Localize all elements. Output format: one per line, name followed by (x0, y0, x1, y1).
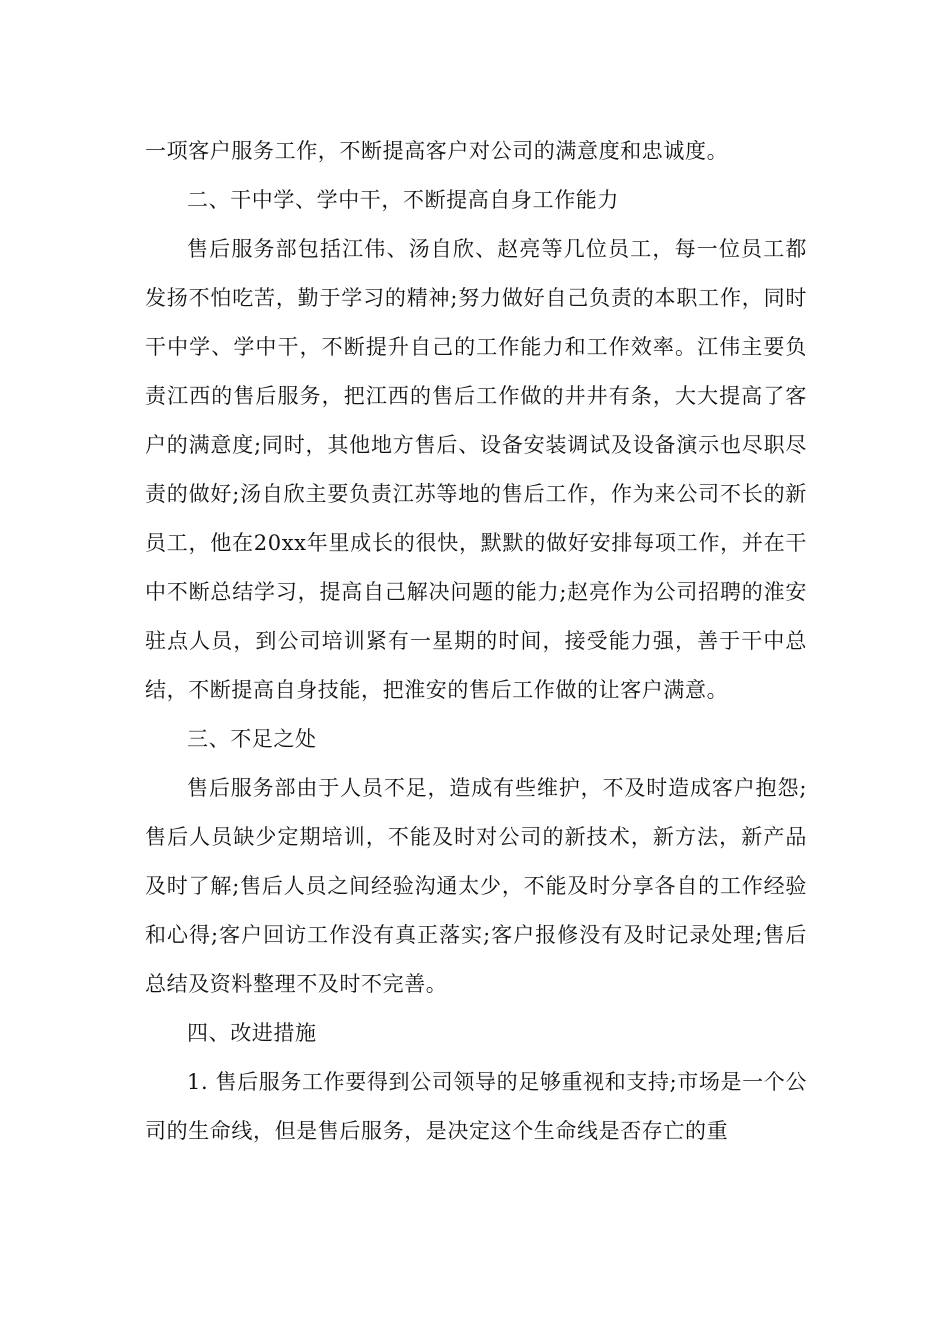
section-heading-3: 三、不足之处 (187, 727, 317, 751)
section-heading-4: 四、改进措施 (187, 1021, 317, 1045)
paragraph-staff-growth: 售后服务部包括江伟、汤自欣、赵亮等几位员工，每一位员工都发扬不怕吃苦，勤于学习的精神;努力做好自己负责的本职工作，同时干中学、学中干，不断提升自己的工作能力和工作效率。江伟主要负责江西的售后服务，把江西的售后工作做的井井有条，大大提高了客户的满意度;同时，其他地方售后、设备安装调试及设备演示也尽职尽责的做好;汤自欣主要负责江苏等地的售后工作，作为来公司不长的新员工，他在20xx年里成长的很快，默默的做好安排每项工作，并在干中不断总结学习，提高自己解决问题的能力;赵亮作为公司招聘的淮安驻点人员，到公司培训紧有一星期的时间，接受能力强，善于干中总结，不断提高自身技能，把淮安的售后工作做的让客户满意。 (145, 237, 807, 702)
paragraph-shortcomings: 售后服务部由于人员不足，造成有些维护，不及时造成客户抱怨;售后人员缺少定期培训，不能及时对公司的新技术，新方法，新产品及时了解;售后人员之间经验沟通太少，不能及时分享各自的工作经验和心得;客户回访工作没有真正落实;客户报修没有及时记录处理;售后总结及资料整理不及时不完善。 (145, 776, 807, 996)
paragraph-improvement-1: 1. 售后服务工作要得到公司领导的足够重视和支持;市场是一个公司的生命线，但是售后服务，是决定这个生命线是否存亡的重 (145, 1070, 807, 1143)
paragraph-continuation: 一项客户服务工作，不断提高客户对公司的满意度和忠诚度。 (145, 139, 729, 163)
document-body (145, 127, 807, 1156)
section-heading-2: 二、干中学、学中干，不断提高自身工作能力 (187, 188, 619, 212)
